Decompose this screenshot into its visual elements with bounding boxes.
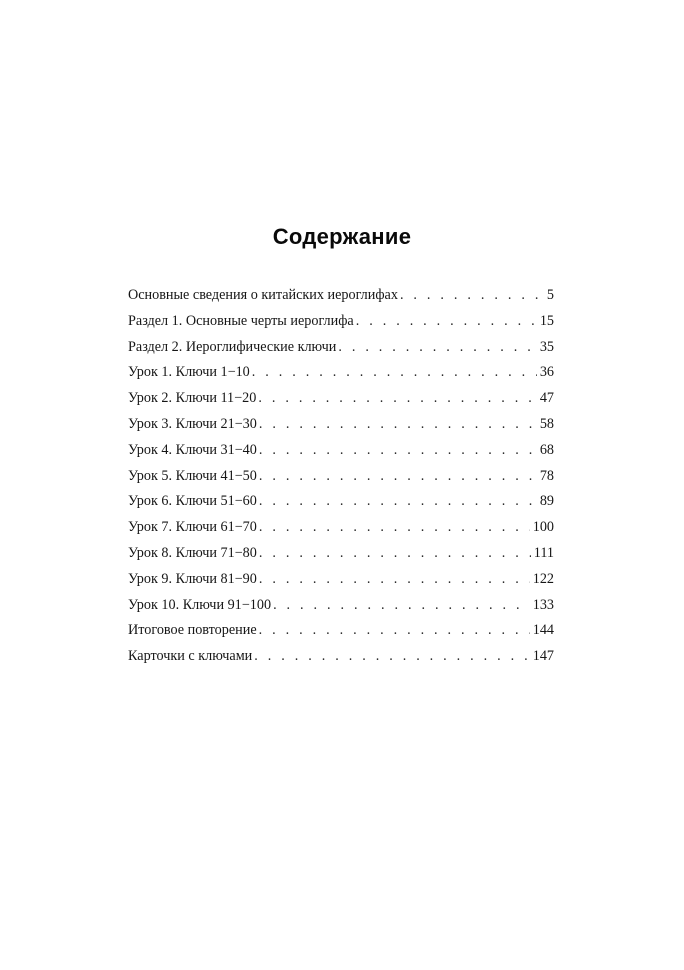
toc-entry-label: Урок 7. Ключи 61−70 [128,519,257,536]
toc-entry[interactable] [128,567,554,593]
toc-entry[interactable] [128,593,554,619]
toc-entry-label: Урок 9. Ключи 81−90 [128,570,257,587]
toc-entry[interactable] [128,515,554,541]
toc-entry[interactable] [128,464,554,490]
toc-entry-page: 147 [532,648,554,665]
toc-entry[interactable] [128,360,554,386]
dot-leader [259,489,537,515]
toc-entry[interactable] [128,335,554,361]
dot-leader [273,593,530,619]
toc-entry[interactable] [128,618,554,644]
dot-leader [259,541,531,567]
toc-entry-label: Урок 2. Ключи 11−20 [128,390,257,407]
dot-leader [259,412,537,438]
dot-leader [356,309,537,335]
toc-entry-page: 144 [532,622,554,639]
toc-entry-label: Основные сведения о китайских иероглифах [128,287,398,303]
dot-leader [259,618,530,644]
dot-leader [259,438,537,464]
toc-entry-page: 89 [539,493,554,510]
dot-leader [258,386,536,412]
toc-entry-label: Карточки с ключами [128,648,253,665]
dot-leader [254,644,529,670]
toc-entry-label: Раздел 2. Иероглифические ключи [128,338,337,355]
dot-leader [259,464,537,490]
toc-entry-label: Урок 1. Ключи 1−10 [128,364,250,381]
toc-entry-page: 122 [532,570,554,587]
toc-entry-label: Урок 8. Ключи 71−80 [128,544,257,561]
toc-entry[interactable] [128,541,554,567]
toc-entry-page: 47 [539,390,554,407]
toc-entry-page: 58 [539,415,554,432]
toc-entry-page: 35 [539,338,554,355]
toc-entry[interactable] [128,489,554,515]
toc-entry-label: Урок 4. Ключи 31−40 [128,441,257,458]
toc-entry-page: 36 [539,364,554,381]
page-title: Содержание [272,223,412,249]
toc-entry-label: Урок 6. Ключи 51−60 [128,493,257,510]
toc-entry-page: 78 [539,467,554,484]
toc-entry[interactable] [128,412,554,438]
toc-entry[interactable] [128,283,554,309]
toc-entry-page: 111 [533,544,554,561]
toc-entry-label: Урок 10. Ключи 91−100 [128,596,272,613]
table-of-contents [128,283,554,670]
toc-entry-page: 68 [539,441,554,458]
dot-leader [259,515,530,541]
dot-leader [338,335,536,361]
toc-entry[interactable] [128,309,554,335]
toc-entry-page: 5 [546,287,554,303]
toc-entry[interactable] [128,438,554,464]
dot-leader [400,283,544,309]
toc-entry-label: Итоговое повторение [128,622,257,639]
dot-leader [259,567,530,593]
toc-entry-label: Урок 5. Ключи 41−50 [128,467,257,484]
dot-leader [252,360,537,386]
toc-entry-page: 133 [532,596,554,613]
toc-entry[interactable] [128,644,554,670]
toc-entry-page: 15 [539,312,554,329]
toc-entry[interactable] [128,386,554,412]
toc-entry-page: 100 [532,519,554,536]
toc-entry-label: Урок 3. Ключи 21−30 [128,415,257,432]
toc-entry-label: Раздел 1. Основные черты иероглифа [128,312,354,329]
